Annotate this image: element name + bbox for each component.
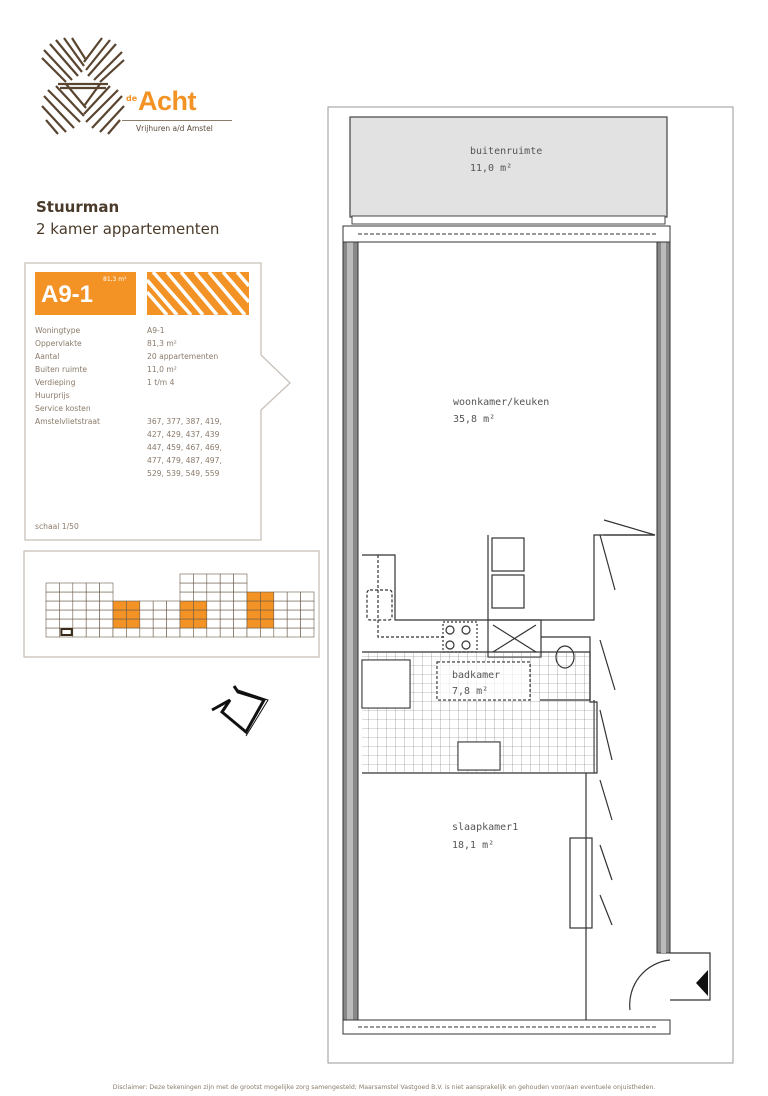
balcony-label: buitenruimte: [470, 146, 543, 157]
unit-area-badge: 81,3 m²: [103, 276, 127, 283]
spec-label: Woningtype: [35, 326, 81, 335]
spec-label: Oppervlakte: [35, 339, 82, 348]
spec-value: A9-1: [147, 326, 165, 335]
address-line: 529, 539, 549, 559: [147, 469, 220, 478]
spec-value: 1 t/m 4: [147, 378, 175, 387]
address-line: 367, 377, 387, 419,: [147, 417, 222, 426]
brand-prefix: de: [126, 94, 138, 103]
spec-value: 11,0 m²: [147, 365, 177, 374]
living-area: 35,8 m²: [453, 414, 496, 425]
brand-subtitle: Vrijhuren a/d Amstel: [136, 124, 213, 133]
address-line: 477, 479, 487, 497,: [147, 456, 222, 465]
spec-label: Aantal: [35, 352, 60, 361]
spec-label: Huurprijs: [35, 391, 70, 400]
brand-name: Acht: [138, 86, 196, 116]
address-line: 427, 429, 437, 439: [147, 430, 220, 439]
bedroom-area: 18,1 m²: [452, 840, 495, 851]
entrance-arrow-icon: [696, 970, 708, 996]
bedroom-label: slaapkamer1: [452, 822, 519, 833]
spec-value: 20 appartementen: [147, 352, 219, 361]
address-line: 447, 459, 467, 469,: [147, 443, 222, 452]
project-subtitle: 2 kamer appartementen: [36, 220, 220, 238]
spec-label: Buiten ruimte: [35, 365, 88, 374]
disclaimer: Disclaimer: Deze tekeningen zijn met de grootst mogelijke zorg samengesteld; Maarsamstel Vastgoed B.V. is niet aansprakelijk en gehouden voor/aan eventuele onjuistheden.: [112, 1084, 656, 1091]
scale-label: schaal 1/50: [35, 522, 79, 531]
unit-code: A9-1: [41, 281, 94, 308]
spec-label: Verdieping: [35, 378, 76, 387]
balcony-area: 11,0 m²: [470, 163, 513, 174]
bath-area: 7,8 m²: [452, 686, 489, 697]
project-title: Stuurman: [36, 198, 120, 216]
spec-label: Service kosten: [35, 404, 91, 413]
bath-label: badkamer: [452, 670, 501, 681]
spec-label: Amstelvlietstraat: [35, 417, 101, 426]
living-label: woonkamer/keuken: [453, 397, 550, 408]
spec-value: 81,3 m²: [147, 339, 177, 348]
